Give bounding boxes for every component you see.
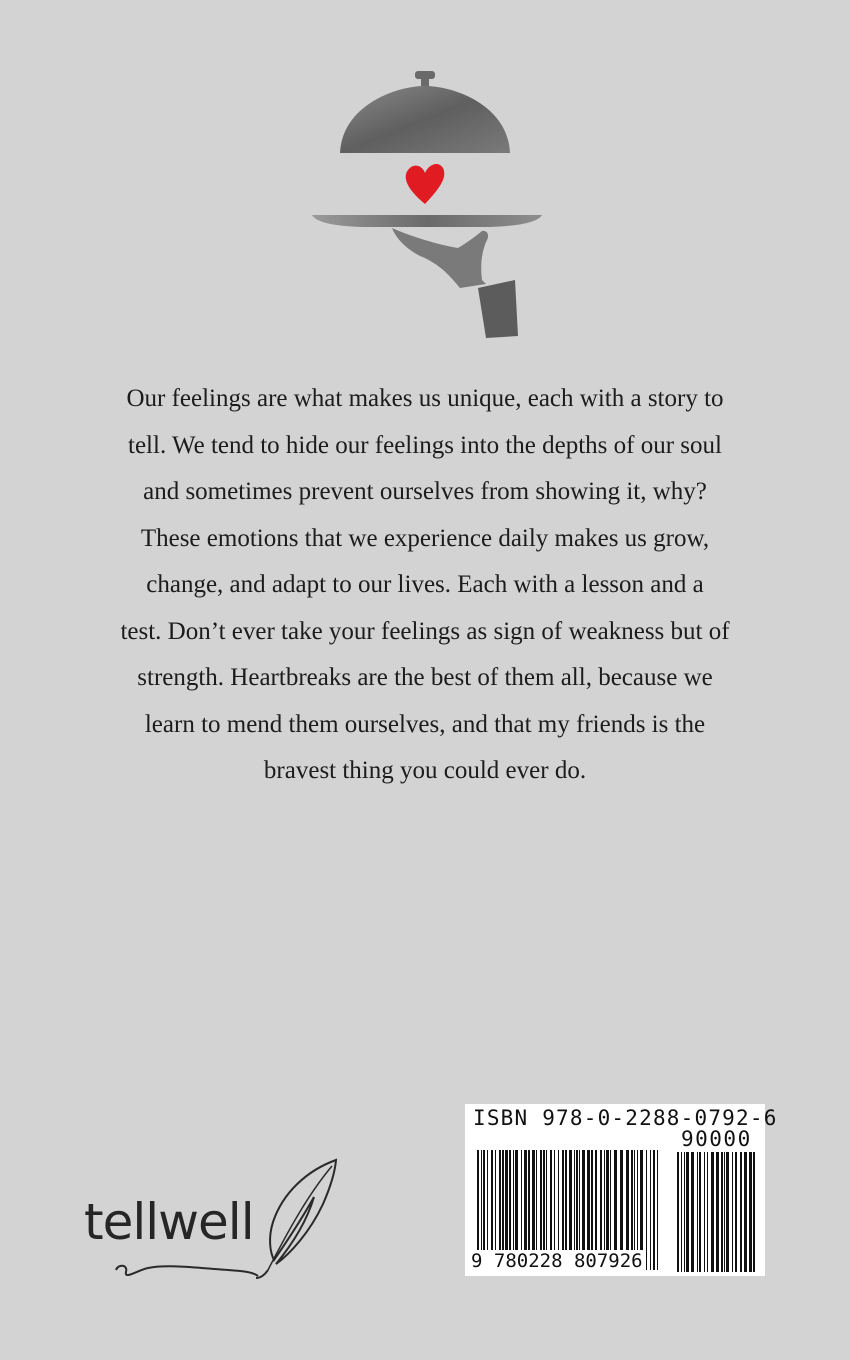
barcode-bar <box>681 1152 682 1272</box>
barcode-bar <box>753 1152 755 1272</box>
blurb-line: learn to mend them ourselves, and that my friends is the <box>144 710 706 738</box>
barcode-bar <box>697 1152 698 1272</box>
barcode-bar <box>749 1152 752 1272</box>
barcode-bar <box>653 1150 655 1270</box>
barcode-bar <box>707 1152 708 1272</box>
barcode-bar <box>646 1150 647 1270</box>
barcode-bar <box>716 1152 719 1272</box>
blurb-line: change, and adapt to our lives. Each with a lesson and a <box>146 571 704 598</box>
barcode-bar <box>744 1152 747 1272</box>
barcode-bar <box>732 1152 733 1272</box>
blurb-line: bravest thing you could ever do. <box>263 757 587 784</box>
blurb-line: and sometimes prevent ourselves from showing it, why? <box>143 478 707 505</box>
barcode-bar <box>691 1152 694 1272</box>
isbn-barcode <box>465 1104 778 1276</box>
barcode-bar <box>735 1152 737 1272</box>
barcode-bar <box>677 1152 679 1272</box>
isbn-label: ISBN 978-0-2288-0792-6 <box>473 1106 778 1130</box>
quill-icon <box>256 1160 336 1278</box>
heart-icon <box>406 164 445 204</box>
price-code: 90000 <box>681 1127 752 1151</box>
ean-digits: 9 780228 807926 <box>471 1250 643 1272</box>
publisher-name: tellwell <box>84 1193 254 1251</box>
barcode-bar <box>657 1150 658 1270</box>
barcode-bar <box>650 1150 651 1270</box>
serving-hand-icon <box>392 228 518 338</box>
cloche-tray-illustration <box>300 66 550 346</box>
blurb-text <box>100 376 750 795</box>
barcode-bar <box>699 1152 701 1272</box>
blurb-line: test. Don’t ever take your feelings as sign of weakness but of <box>120 617 730 645</box>
barcode-bar <box>684 1152 685 1272</box>
barcode-bar <box>686 1152 689 1272</box>
barcode-bar <box>724 1152 725 1272</box>
barcode-bar <box>740 1152 742 1272</box>
barcode-bar <box>721 1152 723 1272</box>
cloche-icon <box>340 71 510 153</box>
barcode-bar <box>726 1152 729 1272</box>
blurb-line: tell. We tend to hide our feelings into the depths of our soul <box>128 431 722 459</box>
signature-swash <box>116 1266 258 1276</box>
blurb-line: These emotions that we experience daily makes us grow, <box>140 524 710 552</box>
barcode-bar <box>711 1152 714 1272</box>
tray-icon <box>312 215 542 227</box>
blurb-line: Our feelings are what makes us unique, each with a story to <box>126 385 724 412</box>
barcode-bar <box>704 1152 705 1272</box>
blurb-line: strength. Heartbreaks are the best of them all, because we <box>137 664 713 691</box>
